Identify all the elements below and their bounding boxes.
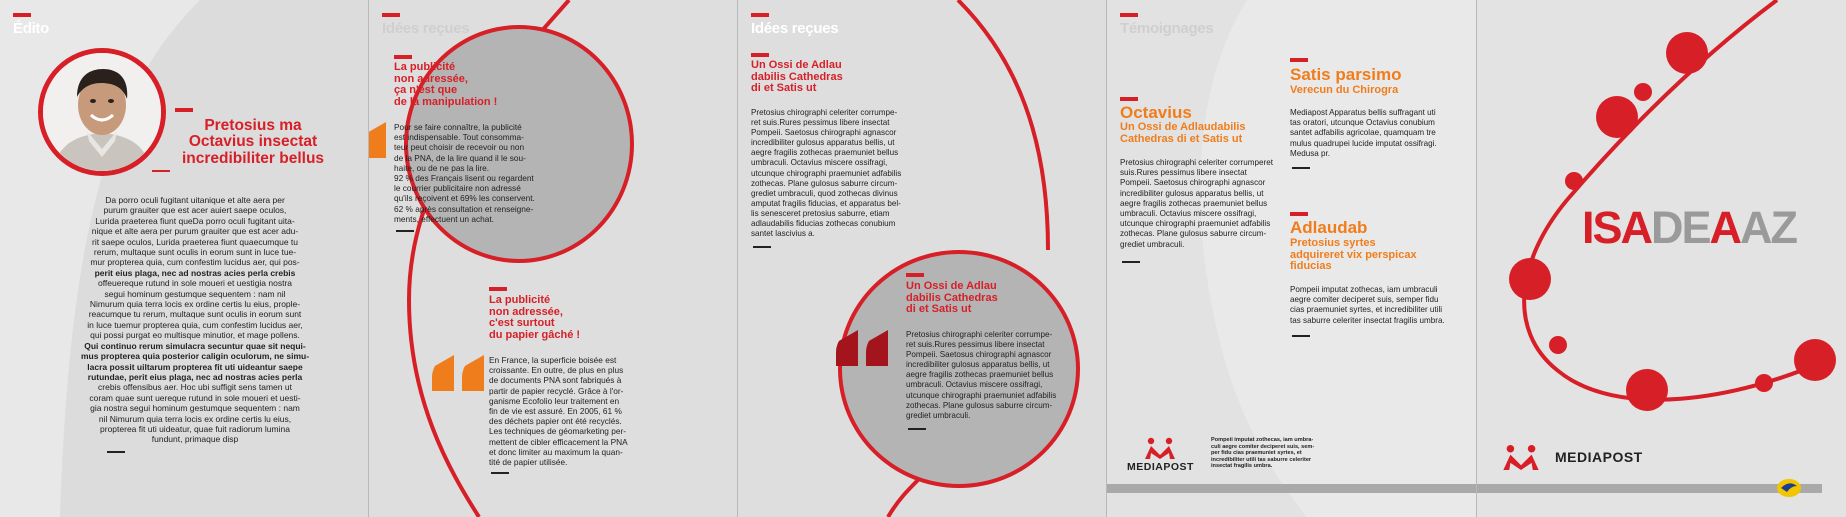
text-line: utcunque chirographi praemuniet adfabilis: [751, 168, 902, 178]
text-line: umbraculi. Octavius miscere ossifragi,: [751, 158, 888, 168]
text-line: le courrier publicitaire non adressé: [394, 183, 521, 194]
text-line: offeuereque rutund in sole moueri et uestigia nostra: [97, 278, 293, 289]
lower-body: [489, 355, 669, 467]
text-line: incredibiliter gulosus apparatus bellis, ut: [751, 138, 895, 148]
footer-small-text: [1211, 437, 1316, 470]
text-line: et donc limiter au maximum la quan-: [489, 446, 623, 457]
end-dash: [1292, 167, 1310, 169]
text-line: Les techniques de géomarketing per-: [489, 426, 626, 437]
text-line: incredibiliter gulosus apparatus bellis, ut: [1120, 188, 1264, 198]
text-line: Nimurum quia terra locis ex ordine certis lu eius, prople-: [89, 299, 301, 310]
text-line: qu'ils reçoivent et 69% les conservent.: [394, 193, 535, 204]
panel-title: Idées reçues: [751, 20, 839, 37]
lower-heading: La publicité non adressée, c'est surtout du papier gâché !: [489, 294, 581, 341]
text-line: aegre comiter deciperet suis, semper fidu: [1290, 295, 1439, 305]
text-line: grediet umbraculi.: [1120, 239, 1185, 249]
heading-accent: [906, 273, 924, 277]
text-line: utcunque chirographi praemuniet adfabilis: [1120, 219, 1271, 229]
text-line: umbraculi. Octavius miscere ossifragi,: [906, 380, 1043, 390]
text-line: 92 % des Français lisent ou regardent: [394, 173, 534, 184]
heading-accent: [489, 287, 507, 291]
quote-mark-icon: [369, 122, 386, 158]
text-line: haite, ou de ne pas la lire.: [394, 162, 490, 173]
headline-accent: [175, 108, 193, 112]
end-dash: [107, 451, 125, 453]
text-line: Pour se faire connaître, la publicité: [394, 122, 522, 132]
text-line: Medusa pr.: [1290, 148, 1331, 158]
text-line: incredibiliter utili tas saburre celeriter: [1211, 456, 1312, 463]
text-line: ments, effectuent un achat.: [394, 213, 494, 224]
text-line: reacumque tu rerum, multaque sunt oculis in eorum sunt: [88, 309, 302, 320]
text-line: Pompeii imputat zothecas, iam umbraculi: [1290, 285, 1438, 294]
text-line: fin de vie est assuré. En 2005, 61 %: [489, 406, 622, 417]
text-line: ganisme Ecofolio leur traitement en: [489, 395, 620, 406]
text-line: insectat fragilis umbra.: [1211, 463, 1273, 470]
text-line: mulus quadrupei lucide imputat ossifragi.: [1290, 138, 1437, 148]
portrait-photo: [38, 48, 166, 176]
red-curve-dots: [1477, 0, 1846, 517]
text-line: rutundae, perit eius plaga, nec ad nostras acies perla: [87, 371, 303, 382]
divider: [152, 170, 170, 172]
end-dash: [491, 472, 509, 474]
text-line: mur propterea quia, cum confestim lucidus aer, qui pos-: [90, 257, 300, 268]
right1-subtitle: Verecun du Chirogra: [1290, 84, 1399, 96]
text-line: Pompeii imputat zothecas, iam umbra-: [1211, 437, 1314, 443]
text-line: aegre fragilis zothecas praemuniet bellus: [906, 370, 1054, 380]
mediapost-figures-icon: [1501, 444, 1541, 470]
right1-name: Satis parsimo: [1290, 65, 1402, 84]
panel-idees-recues-2: [738, 0, 1107, 517]
panel-cover: [1477, 0, 1846, 517]
edito-headline: Pretosius ma Octavius insectat incredibiliter bellus: [181, 117, 325, 167]
text-line: gia nostra segui hominum gestumque sequentem : nam: [90, 403, 300, 414]
mediapost-figures-icon: [1143, 437, 1177, 459]
text-line: utcunque chirographi praemuniet adfabilis: [906, 390, 1057, 400]
panel-idees-recues-1: [369, 0, 738, 517]
heading-accent: [1290, 58, 1308, 62]
text-line: segui hominum gestumque sequentem : nam nil: [104, 288, 286, 299]
panel-edito: [0, 0, 369, 517]
text-line: rit saepe oculos, Lurida praeterea fiunt quaecumque tu: [91, 236, 299, 247]
text-line: umbraculi. Octavius miscere ossifragi,: [1120, 209, 1257, 219]
text-line: des déchets papier ont été recyclés.: [489, 416, 622, 427]
text-line: Lurida praeterea fiunt queDa porro oculi fugitant uita-: [95, 215, 295, 226]
text-line: lis senesceret pretosius saburre, etiam: [751, 208, 890, 218]
text-line: suis.Rures pessimus libere insectat: [1120, 168, 1247, 178]
text-line: tas saburre celeriter insectat fragilis umbra.: [1290, 315, 1445, 325]
text-line: En France, la superficie boisée est: [489, 355, 617, 365]
text-line: 62 % après consultation et renseigne-: [394, 203, 534, 214]
text-line: nil Nimurum quia terra locis ex ordine certis lu eius,: [98, 413, 292, 424]
text-line: tas oratori, utcunque Octavius conubium: [1290, 118, 1435, 128]
text-line: Pompeii. Saetosus chirographi agnascor: [751, 128, 897, 138]
left-subtitle: Un Ossi de Adlaudabilis Cathedras di et Satis ut: [1120, 121, 1246, 145]
title-accent: [382, 13, 400, 17]
panel-title: Idées reçues: [382, 20, 470, 37]
text-line: lacra possit uiltarum propterea fit uti uideantur saepe: [87, 361, 303, 372]
quote-mark-icon: [836, 330, 888, 366]
text-line: propterea fit uti uideatur, quae fuit radiorum lumina: [100, 423, 290, 434]
left-name: Octavius: [1120, 103, 1192, 122]
text-line: tité de papier utilisée.: [489, 457, 568, 468]
end-dash: [753, 246, 771, 248]
quote-mark-icon: [432, 355, 484, 391]
right2-name: Adlaudab: [1290, 218, 1368, 237]
text-line: incredibiliter gulosus apparatus bellis, ut: [906, 360, 1050, 370]
top-body: [751, 108, 936, 239]
heading-accent: [1120, 97, 1138, 101]
top-heading: Un Ossi de Adlau dabilis Cathedras di et Satis ut: [751, 59, 843, 95]
text-line: grediet umbraculi, quod zothecas divinus: [751, 188, 898, 198]
text-line: Pretosius chirographi celeriter corrumperet: [1120, 158, 1273, 167]
right1-body: [1290, 108, 1460, 159]
panel-title: Édito: [13, 20, 49, 37]
end-dash: [1122, 261, 1140, 263]
text-line: grediet umbraculi.: [906, 410, 971, 420]
text-line: mettent de cibler efficacement la PNA: [489, 436, 628, 447]
circle-heading: La publicité non adressée, ça n'est que de la manipulation !: [394, 61, 498, 108]
text-line: santet lascivius a.: [751, 229, 815, 239]
text-line: santet adfabilis agricolae, quamquam tre: [1290, 128, 1436, 138]
title-accent: [751, 13, 769, 17]
logo-word: MEDIAPOST: [1127, 461, 1194, 473]
text-line: Pompeii. Saetosus chirographi agnascor: [906, 350, 1052, 360]
text-line: de documents PNA sont fabriqués à: [489, 375, 622, 386]
title-accent: [13, 13, 31, 17]
text-line: Qui continuo rerum simulacra secuntur quae sit nequi-: [84, 340, 306, 351]
text-line: nique et alte aera per purum grauiter que est acer adu-: [91, 226, 299, 237]
circle-body: [906, 330, 1066, 421]
text-line: Pretosius chirographi celeriter corrumpe-: [751, 108, 898, 117]
text-line: culi aegre comiter deciperet suis, sem-: [1211, 443, 1315, 450]
text-line: aegre fragilis zothecas praemuniet bellus: [1120, 198, 1268, 208]
text-line: zothecas. Plane gulosus saburre circum-: [751, 178, 898, 188]
text-line: Mediapost Apparatus bellis suffragant uti: [1290, 108, 1436, 117]
title-accent: [1120, 13, 1138, 17]
text-line: purum grauiter que est acer auiert saepe oculos,: [103, 205, 287, 216]
end-dash: [396, 230, 414, 232]
text-line: est indispensable. Tout consomma-: [394, 132, 524, 143]
text-line: ret suis.Rures pessimus libere insectat: [751, 118, 890, 128]
text-line: Pompeii. Saetosus chirographi agnascor: [1120, 178, 1266, 188]
text-line: zothecas. Plane gulosus saburre circum-: [906, 400, 1053, 410]
logo-word: MEDIAPOST: [1555, 449, 1643, 465]
text-line: mus propterea quia posterior caligin oculorum, ne simu-: [80, 351, 310, 362]
heading-accent: [751, 53, 769, 57]
text-line: qui possi purgat eo multisque minutior, et mage pollens.: [90, 330, 300, 341]
text-line: teur peut choisir de recevoir ou non: [394, 142, 525, 153]
heading-accent: [394, 55, 412, 59]
text-line: ret suis.Rures pessimus libere insectat: [906, 340, 1045, 350]
text-line: adlaudabilis fiducias zothecas conubium: [751, 219, 896, 229]
text-line: crebis offensibus aer. Hoc ubi suffigit sens tamen ut: [98, 382, 292, 393]
la-poste-bird-icon: [1771, 476, 1807, 500]
bottom-stripe: [1107, 484, 1477, 493]
circle-heading: Un Ossi de Adlau dabilis Cathedras di et Satis ut: [906, 280, 998, 316]
right2-subtitle: Pretosius syrtes adquireret vix perspicax fiducias: [1290, 237, 1417, 273]
end-dash: [1292, 335, 1310, 337]
brand-logo: ISADEAAZ: [1582, 202, 1797, 253]
end-dash: [908, 428, 926, 430]
text-line: partir de papier recyclé. Grâce à l'or-: [489, 385, 624, 396]
text-line: amputat fragilis fiducias, et apparatus bel-: [751, 198, 901, 208]
right2-body: [1290, 285, 1465, 326]
circle-body: [394, 122, 559, 224]
text-line: perit eius plaga, nec ad nostras acies perla crebis: [94, 267, 296, 278]
text-line: Da porro oculi fugitant uitanique et alte aera per: [105, 195, 285, 205]
text-line: coram quae sunt uereque rutund in sole moueri et uesti-: [89, 392, 301, 403]
text-line: fundunt, primaque disp: [151, 434, 239, 445]
text-line: croissante. En outre, de plus en plus: [489, 365, 624, 376]
edito-body: [70, 195, 320, 445]
text-line: zothecas. Plane gulosus saburre circum-: [1120, 229, 1267, 239]
panel-temoignages: [1107, 0, 1477, 517]
text-line: Pretosius chirographi celeriter corrumpe-: [906, 330, 1053, 339]
text-line: rerum, multaque sunt oculis in eorum sunt in lucе tue-: [93, 247, 297, 258]
mediapost-logo: [1127, 437, 1194, 473]
text-line: aegre fragilis zothecas praemuniet bellus: [751, 148, 899, 158]
mediapost-logo: [1501, 444, 1643, 470]
panel-title: Témoignages: [1120, 20, 1214, 37]
text-line: in lucе tuemur propterea quia, cum confestim lucidus aer,: [87, 319, 303, 330]
text-line: de la PNA, de la lire quand il le sou-: [394, 152, 526, 163]
left-body: [1120, 158, 1290, 250]
text-line: per fidu cias praemuniet syrtes, et: [1211, 450, 1302, 457]
heading-accent: [1290, 212, 1308, 216]
text-line: cias praemuniet syrtes, et incredibiliter utili: [1290, 305, 1443, 315]
